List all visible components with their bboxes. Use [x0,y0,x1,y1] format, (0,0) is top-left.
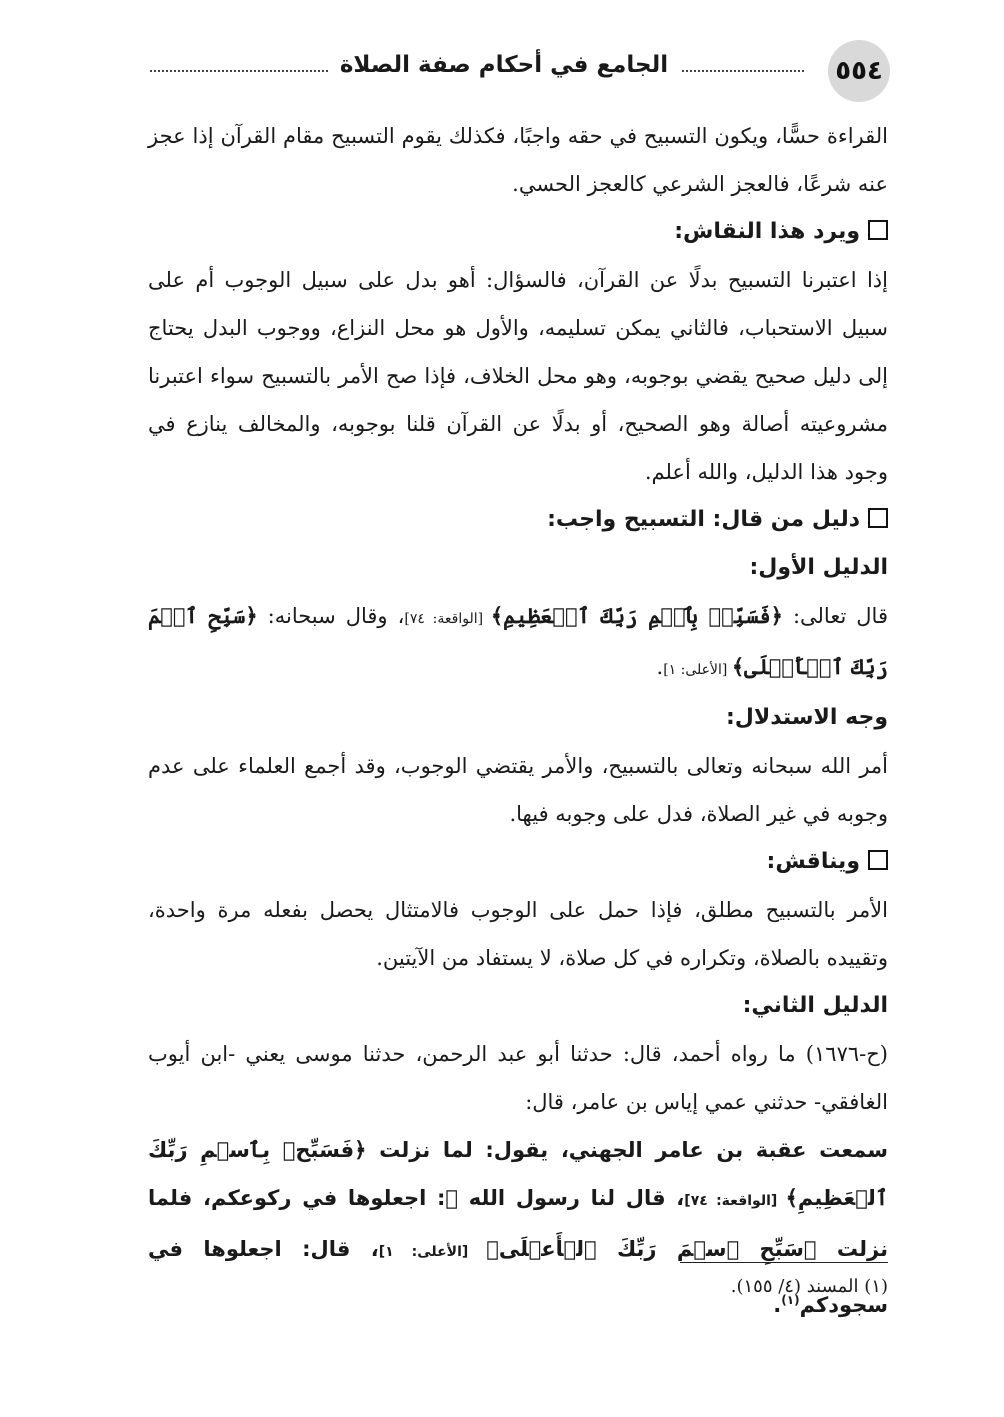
page-number: ٥٥٤ [828,40,890,102]
paragraph-4: أمر الله سبحانه وتعالى بالتسبيح، والأمر يقتضي الوجوب، وقد أجمع العلماء على عدم وجوبه في غير الصلاة، فدل على وجوبه فيها. [148,754,888,826]
text: ، وقال سبحانه: [257,604,405,628]
footnote-separator [680,1262,888,1263]
quran-verse: ﴿سَبِّحِ ٱسۡمَ رَبِّكَ ٱلۡأَعۡلَى﴾ [486,1237,817,1261]
heading-evidence-text: دليل من قال: التسبيح واجب: [547,507,860,532]
page-body [148,112,888,1329]
verse-reference: [الأعلى: ١] [378,1244,487,1260]
paragraph-5: الأمر بالتسبيح مطلق، فإذا حمل على الوجوب فالامتثال يحصل بفعله مرة واحدة، وتقييده بالصلاة، وتكراره في كل صلاة، لا يستفاد من الآيتين. [148,898,888,970]
checkbox-square-icon [868,850,888,870]
heading-inference: وجه الاستدلال: [725,705,888,730]
quran-verse: ﴿فَسَبِّحۡ بِٱسۡمِ رَبِّكَ ٱلۡعَظِيمِ﴾ [148,1138,889,1210]
heading-objection [148,208,888,256]
heading-discussion [148,838,888,886]
footnote: (١) المسند (٤/ ١٥٥). [730,1276,888,1297]
page-header [150,40,890,104]
text: ، قال لنا رسول الله ﷺ: اجعلوها في ركوعكم، فلما نزلت [148,1186,888,1261]
quran-verse: ﴿سَبِّحِ ٱسۡمَ رَبِّكَ ٱلۡأَعۡلَى﴾ [148,603,888,679]
heading-evidence [148,496,888,544]
running-title [204,52,804,78]
heading-discussion-text: ويناقش: [766,849,860,874]
paragraph-2: إذا اعتبرنا التسبيح بدلًا عن القرآن، فالسؤال: أهو بدل على سبيل الوجوب أم على سبيل الاستحباب، فالثاني يمكن تسليمه، والأول هو محل النزاع، ووجوب البدل يحتاج إلى دليل صحيح يقضي بوجوبه، وهو محل الخلاف، فإذا صح الأمر بالتسبيح سواء اعتبرنا مشروعيته أصالة وهو الصحيح، أو بدلًا عن القرآن قلنا بوجوبه، والمخالف ينازع في وجود هذا الدليل، والله أعلم. [148,268,888,484]
checkbox-square-icon [868,508,888,528]
text: . [656,655,664,679]
verse-reference: [الأعلى: ١] [663,662,732,678]
verse-reference: [الواقعة: ٧٤] [684,1193,786,1209]
heading-objection-text: ويرد هذا النقاش: [674,219,860,244]
text: سمعت عقبة بن عامر الجهني، يقول: لما نزلت [366,1138,888,1162]
heading-first-evidence: الدليل الأول: [749,555,888,580]
checkbox-square-icon [868,220,888,240]
footnote-marker: (١) [781,1293,800,1307]
text: . [773,1293,782,1317]
heading-second-evidence: الدليل الثاني: [742,993,888,1018]
text: ، قال: اجعلوها في سجودكم [148,1237,888,1317]
verse-reference: [الواقعة: ٧٤] [404,611,491,627]
text: قال تعالى: [782,604,888,628]
quran-verse: ﴿فَسَبِّحۡ بِٱسۡمِ رَبِّكَ ٱلۡعَظِيمِ﴾ [490,603,783,628]
paragraph-7-hadith [148,1126,888,1329]
paragraph-3 [148,592,888,694]
paragraph-6: (ح-١٦٧٦) ما رواه أحمد، قال: حدثنا أبو عبد الرحمن، حدثنا موسى يعني -ابن أيوب الغافقي- حدثني عمي إياس بن عامر، قال: [148,1042,888,1114]
running-title-text: الجامع في أحكام صفة الصلاة [328,52,680,78]
paragraph-1: القراءة حسًّا، ويكون التسبيح في حقه واجبًا، فكذلك يقوم التسبيح مقام القرآن إذا عجز عنه شرعًا، فالعجز الشرعي كالعجز الحسي. [148,124,888,196]
